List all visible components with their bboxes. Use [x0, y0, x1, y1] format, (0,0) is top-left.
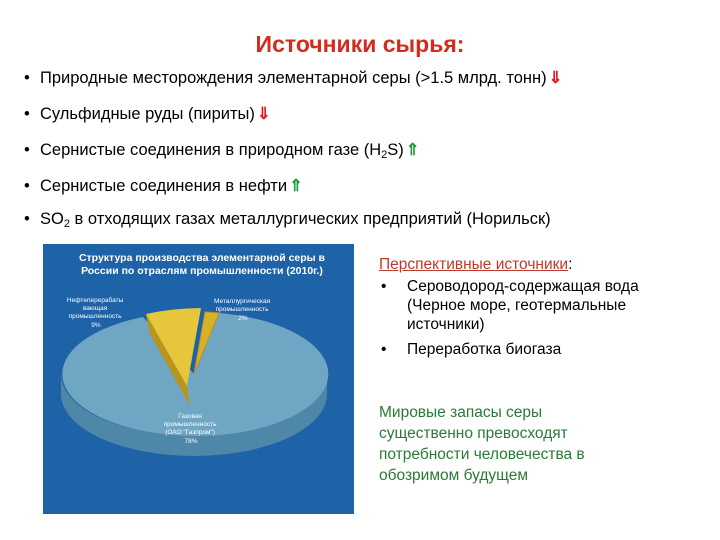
pie-label-oil: Нефтеперерабаты вающая промышленность 9% — [66, 297, 124, 329]
subscript: 2 — [381, 149, 388, 161]
arrow-down-icon: ⇓ — [256, 105, 271, 123]
list-item-text: Сернистые соединения в природном газе (H — [40, 141, 382, 159]
bullet-dot: • — [381, 341, 387, 358]
reserves-line: Мировые запасы серы — [379, 404, 543, 421]
bullet-dot: • — [381, 278, 387, 295]
list-item-text: Сульфидные руды (пириты) — [40, 105, 255, 123]
list-item-text: SO — [40, 210, 64, 228]
bullet-dot: • — [24, 177, 30, 195]
list-item-text: Природные месторождения элементарной серы (>1.5 млрд. тонн) — [40, 69, 547, 87]
list-item — [24, 104, 271, 124]
bullet-dot: • — [24, 210, 30, 228]
pie-chart — [43, 244, 354, 514]
chart-title: Структура производства элементарной серы в России по отраслям промышленности (2010г.) — [78, 252, 326, 277]
reserves-line: существенно превосходят — [379, 425, 568, 442]
list-item — [379, 340, 709, 359]
slide-title: Источники сырья: — [255, 31, 465, 57]
reserves-note — [379, 402, 679, 486]
bullet-dot: • — [24, 69, 30, 87]
reserves-line: обозримом будущем — [379, 467, 528, 484]
perspective-title: Перспективные источники — [379, 256, 569, 273]
list-item — [24, 140, 420, 160]
subscript: 2 — [63, 218, 70, 230]
list-item-text: S) — [387, 141, 404, 159]
perspective-sources — [379, 255, 709, 359]
bullet-dot: • — [24, 105, 30, 123]
list-item — [24, 68, 562, 88]
list-item-text: Переработка биогаза — [407, 341, 562, 358]
list-item-text: в отходящих газах металлургических предприятий (Норильск) — [69, 210, 551, 228]
list-item-text: Сернистые соединения в нефти — [40, 177, 288, 195]
list-item-text: Сероводород-содержащая вода — [407, 278, 639, 295]
reserves-line: потребности человечества в — [379, 446, 585, 463]
list-item — [24, 176, 303, 196]
list-item-text: (Черное море, геотермальные — [407, 297, 627, 314]
perspective-colon: : — [568, 256, 573, 273]
list-item — [24, 209, 551, 229]
pie-label-gas: Газовая промышленность (ОАО "Газпром") 78% — [163, 413, 217, 445]
arrow-down-icon: ⇓ — [548, 69, 563, 87]
pie-label-metal: Металлургическая промышленность 2% — [214, 298, 271, 322]
bullet-dot: • — [24, 141, 30, 159]
list-item-text: источники) — [407, 316, 485, 333]
arrow-up-icon: ⇑ — [405, 141, 420, 159]
perspective-heading — [379, 255, 709, 274]
arrow-up-icon: ⇑ — [289, 177, 303, 195]
list-item — [379, 277, 709, 334]
